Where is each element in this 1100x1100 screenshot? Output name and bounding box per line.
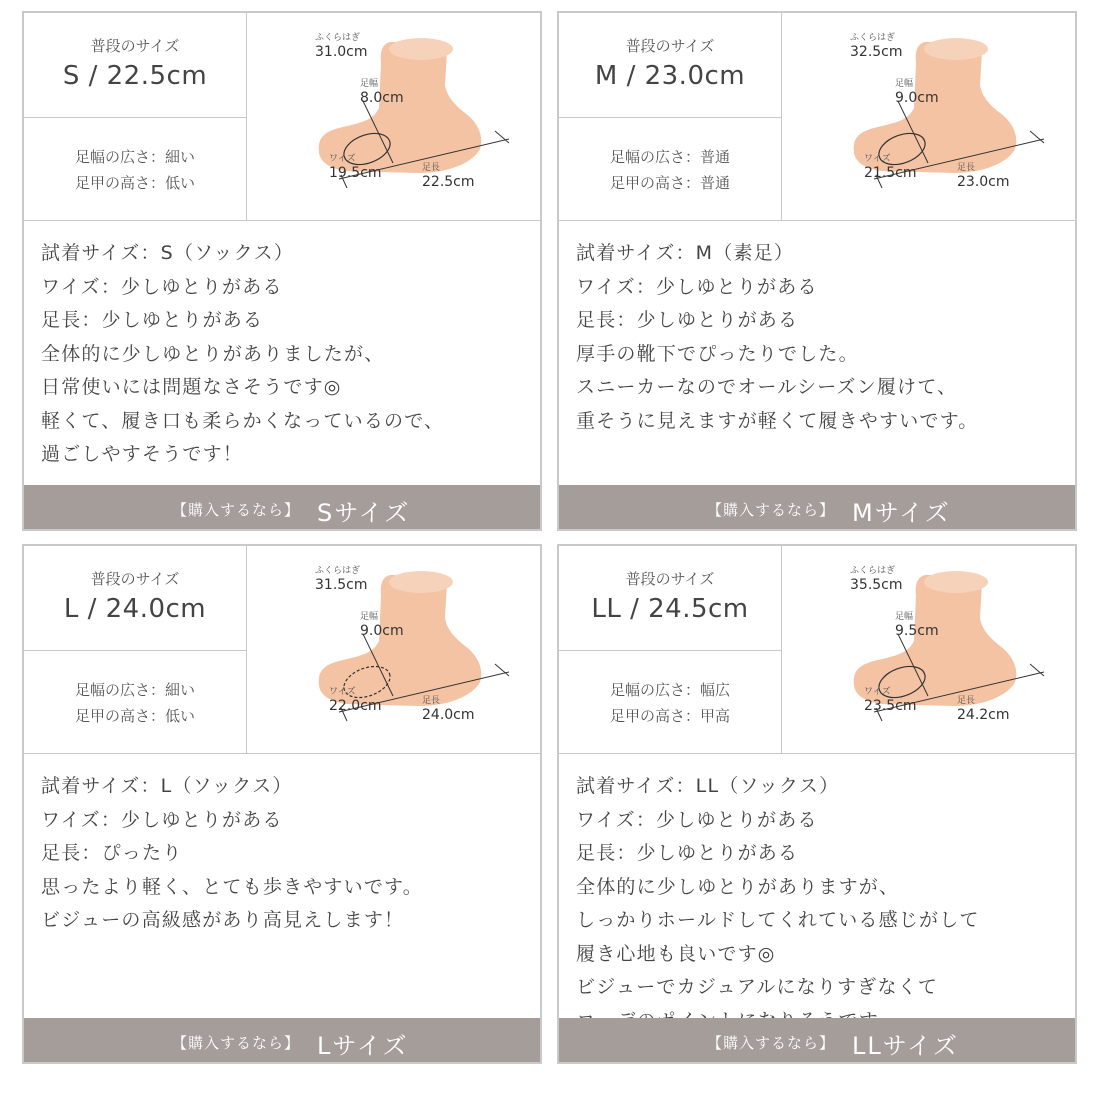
size-card bbox=[22, 544, 542, 1064]
usual-size-label: 普段のサイズ bbox=[90, 37, 180, 55]
review-line: 足長：少しゆとりがある bbox=[576, 842, 799, 864]
review-line: 厚手の靴下でぴったりでした。 bbox=[576, 342, 859, 365]
size-card-header bbox=[24, 546, 540, 754]
review-line: ビジューの高級感があり高見えします！ bbox=[41, 909, 405, 931]
review-line: 日常使いには問題なさそうです◎ bbox=[41, 376, 342, 398]
foot-width-line: 足幅の広さ：幅広 bbox=[609, 681, 730, 699]
foot-shape-box bbox=[24, 118, 247, 220]
usual-size-value: S / 22.5cm bbox=[62, 61, 208, 91]
recommendation-label: 【購入するなら】 bbox=[171, 1034, 300, 1052]
foot-width-line: 足幅の広さ：普通 bbox=[609, 148, 730, 166]
wise-measure: ワイズ 21.5cm bbox=[864, 154, 917, 181]
review-line: 全体的に少しゆとりがありましたが、 bbox=[41, 342, 385, 365]
review-line: 全体的に少しゆとりがありますが、 bbox=[576, 875, 900, 898]
foot-illustration bbox=[247, 546, 540, 753]
length-measure: 足長 22.5cm bbox=[422, 163, 475, 190]
recommendation-bar bbox=[559, 1018, 1075, 1062]
review-line: 試着サイズ：M（素足） bbox=[576, 242, 795, 264]
foot-measurement-diagram bbox=[247, 546, 540, 753]
length-measure: 足長 24.2cm bbox=[957, 696, 1010, 723]
usual-size-box bbox=[559, 546, 782, 651]
review-text bbox=[41, 237, 531, 472]
foot-measurement-diagram bbox=[247, 13, 540, 220]
size-card-header bbox=[559, 546, 1075, 754]
size-card bbox=[22, 11, 542, 531]
usual-size-box bbox=[24, 546, 247, 651]
size-card bbox=[557, 11, 1077, 531]
foot-shape-box bbox=[559, 118, 782, 220]
foot-measurement-diagram bbox=[782, 546, 1075, 753]
foot-width-measure: 足幅 9.0cm bbox=[360, 612, 404, 639]
size-card-header bbox=[559, 13, 1075, 221]
recommendation-label: 【購入するなら】 bbox=[706, 501, 835, 519]
review-text bbox=[576, 770, 1066, 1038]
foot-width-line: 足幅の広さ：細い bbox=[74, 148, 195, 166]
review-line: 試着サイズ：LL（ソックス） bbox=[576, 775, 840, 797]
foot-width-measure: 足幅 9.0cm bbox=[895, 79, 939, 106]
review-text bbox=[41, 770, 531, 938]
foot-shape-box bbox=[559, 651, 782, 753]
usual-size-label: 普段のサイズ bbox=[90, 570, 180, 588]
usual-size-label: 普段のサイズ bbox=[625, 570, 715, 588]
review-line: 足長：少しゆとりがある bbox=[576, 309, 799, 331]
recommended-size: Lサイズ bbox=[317, 1032, 409, 1060]
review-line: 足長：少しゆとりがある bbox=[41, 309, 264, 331]
review-line: 過ごしやすそうです！ bbox=[41, 443, 244, 465]
size-card bbox=[557, 544, 1077, 1064]
length-measure: 足長 24.0cm bbox=[422, 696, 475, 723]
foot-illustration bbox=[782, 13, 1075, 220]
foot-illustration bbox=[782, 546, 1075, 753]
review-line: 思ったより軽く、とても歩きやすいです。 bbox=[41, 875, 423, 898]
wise-measure: ワイズ 22.0cm bbox=[329, 687, 382, 714]
foot-shape-box bbox=[24, 651, 247, 753]
recommendation-bar bbox=[559, 485, 1075, 529]
review-line: 履き心地も良いです◎ bbox=[576, 942, 776, 965]
review-line: スニーカーなのでオールシーズン履けて、 bbox=[576, 376, 958, 398]
review-line: しっかりホールドしてくれている感じがして bbox=[576, 909, 980, 931]
wise-measure: ワイズ 23.5cm bbox=[864, 687, 917, 714]
usual-size-value: M / 23.0cm bbox=[594, 61, 746, 91]
calf-measure: ふくらはぎ 31.0cm bbox=[315, 33, 368, 60]
usual-size-box bbox=[24, 13, 247, 118]
size-card-header bbox=[24, 13, 540, 221]
review-line: ワイズ：少しゆとりがある bbox=[576, 808, 818, 831]
recommendation-label: 【購入するなら】 bbox=[171, 501, 300, 519]
review-line: ワイズ：少しゆとりがある bbox=[41, 808, 283, 831]
review-line: 試着サイズ：S（ソックス） bbox=[41, 242, 295, 264]
foot-illustration bbox=[247, 13, 540, 220]
review-line: ワイズ：少しゆとりがある bbox=[41, 275, 283, 298]
instep-height-line: 足甲の高さ：低い bbox=[74, 174, 195, 192]
usual-size-label: 普段のサイズ bbox=[625, 37, 715, 55]
review-line: ワイズ：少しゆとりがある bbox=[576, 275, 818, 298]
calf-top bbox=[924, 571, 988, 593]
instep-height-line: 足甲の高さ：甲高 bbox=[609, 707, 730, 725]
foot-measurement-diagram bbox=[782, 13, 1075, 220]
wise-measure: ワイズ 19.5cm bbox=[329, 154, 382, 181]
recommended-size: Sサイズ bbox=[317, 499, 411, 527]
calf-top bbox=[389, 571, 453, 593]
review-line: ビジューでカジュアルになりすぎなくて bbox=[576, 976, 939, 998]
recommendation-label: 【購入するなら】 bbox=[706, 1034, 835, 1052]
usual-size-value: L / 24.0cm bbox=[63, 594, 207, 624]
recommended-size: LLサイズ bbox=[852, 1032, 959, 1060]
recommendation-bar bbox=[24, 1018, 540, 1062]
foot-width-line: 足幅の広さ：細い bbox=[74, 681, 195, 699]
review-line: 試着サイズ：L（ソックス） bbox=[41, 775, 293, 797]
calf-measure: ふくらはぎ 35.5cm bbox=[850, 566, 903, 593]
review-text bbox=[576, 237, 1066, 438]
usual-size-value: LL / 24.5cm bbox=[591, 594, 749, 624]
review-line: 重そうに見えますが軽くて履きやすいです。 bbox=[576, 409, 979, 432]
foot-width-measure: 足幅 8.0cm bbox=[360, 79, 404, 106]
recommended-size: Mサイズ bbox=[852, 499, 951, 527]
review-line: 足長：ぴったり bbox=[41, 842, 183, 864]
usual-size-box bbox=[559, 13, 782, 118]
instep-height-line: 足甲の高さ：普通 bbox=[609, 174, 730, 192]
calf-top bbox=[389, 38, 453, 60]
length-measure: 足長 23.0cm bbox=[957, 163, 1010, 190]
calf-top bbox=[924, 38, 988, 60]
instep-height-line: 足甲の高さ：低い bbox=[74, 707, 195, 725]
calf-measure: ふくらはぎ 31.5cm bbox=[315, 566, 368, 593]
foot-width-measure: 足幅 9.5cm bbox=[895, 612, 939, 639]
review-line: 軽くて、履き口も柔らかくなっているので、 bbox=[41, 409, 445, 432]
recommendation-bar bbox=[24, 485, 540, 529]
calf-measure: ふくらはぎ 32.5cm bbox=[850, 33, 903, 60]
